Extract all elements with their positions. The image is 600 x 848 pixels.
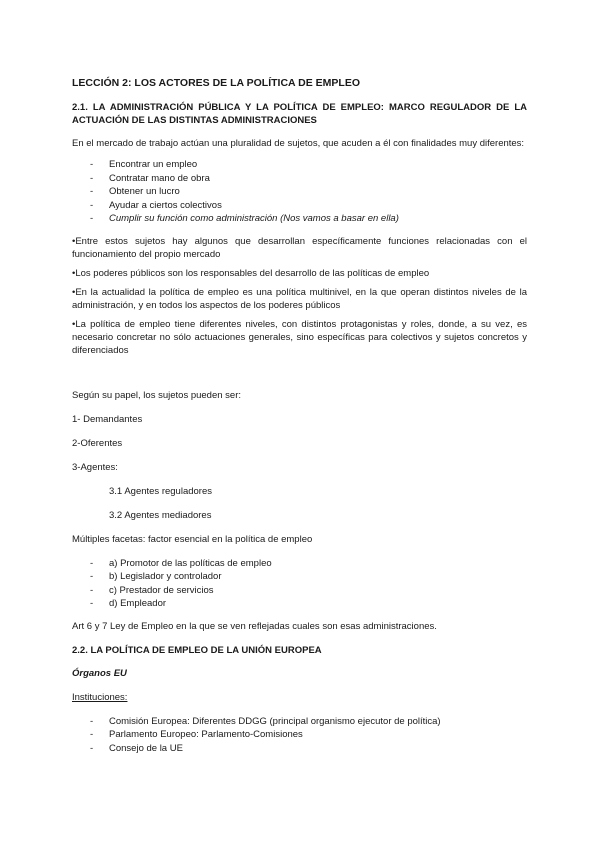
list-item: - c) Prestador de servicios (90, 584, 214, 596)
facets-intro: Múltiples facetas: factor esencial en la política de empleo (72, 533, 313, 545)
dash-marker: - (90, 598, 94, 609)
organs-heading: Órganos EU (72, 667, 127, 679)
list-item: - Consejo de la UE (90, 742, 183, 754)
bullet-paragraph: •Entre estos sujetos hay algunos que desarrollan específicamente funciones relacionadas con el funcionamiento del propio mercado (72, 235, 527, 260)
list-item: - Cumplir su función como administración (Nos vamos a basar en ella) (90, 213, 399, 224)
dash-marker: - (90, 742, 94, 754)
section-2-heading: 2.2. LA POLÍTICA DE EMPLEO DE LA UNIÓN EUROPEA (72, 644, 322, 656)
agent-item: 3.2 Agentes mediadores (109, 509, 212, 521)
agent-item: 3.1 Agentes reguladores (109, 485, 212, 497)
list-item: - Parlamento Europeo: Parlamento-Comisiones (90, 729, 303, 740)
list-item: - b) Legislador y controlador (90, 571, 222, 582)
dash-marker: - (90, 584, 94, 596)
list-item: - Obtener un lucro (90, 186, 180, 197)
role-item: 2-Oferentes (72, 437, 123, 449)
dash-marker: - (90, 715, 94, 727)
dash-marker: - (90, 557, 94, 569)
section-1-intro: En el mercado de trabajo actúan una pluralidad de sujetos, que acuden a él con finalidades muy diferentes: (72, 138, 525, 149)
dash-marker: - (90, 172, 94, 184)
bullet-paragraph: •La política de empleo tiene diferentes niveles, con distintos protagonistas y roles, donde, a su vez, es necesario concretar no sólo actuaciones generales, sino específicas para colectivos y sujetos concretos y diferenciados (72, 318, 527, 356)
list-item: - Comisión Europea: Diferentes DDGG (principal organismo ejecutor de política) (90, 715, 441, 727)
purposes-list (72, 158, 527, 226)
bullet-paragraph: •Los poderes públicos son los responsables del desarrollo de las políticas de empleo (72, 267, 430, 279)
roles-intro: Según su papel, los sujetos pueden ser: (72, 389, 242, 401)
spacer (72, 363, 527, 389)
facets-list (72, 557, 527, 611)
role-item: 3-Agentes: (72, 461, 118, 473)
dash-marker: - (90, 186, 94, 197)
institutions-label: Instituciones: (72, 691, 128, 703)
list-item: - Ayudar a ciertos colectivos (90, 199, 222, 211)
law-note: Art 6 y 7 Ley de Empleo en la que se ven reflejadas cuales son esas administraciones. (72, 620, 437, 632)
role-item: 1- Demandantes (72, 413, 143, 425)
institutions-list (72, 715, 527, 756)
section-1-heading: 2.1. LA ADMINISTRACIÓN PÚBLICA Y LA POLÍTICA DE EMPLEO: MARCO REGULADOR DE LA ACTUACIÓN DE LAS DISTINTAS ADMINISTRACIONES (72, 102, 527, 126)
list-item: - Encontrar un empleo (90, 159, 198, 170)
dash-marker: - (90, 213, 94, 224)
list-item: - a) Promotor de las políticas de empleo (90, 557, 272, 569)
bullet-paragraph: •En la actualidad la política de empleo es una política multinivel, en la que operan distintos niveles de la administración, y en todos los aspectos de los poderes públicos (72, 286, 527, 311)
dash-marker: - (90, 159, 94, 170)
dash-marker: - (90, 199, 94, 211)
list-item: - d) Empleador (90, 598, 167, 609)
dash-marker: - (90, 729, 94, 740)
lesson-title: LECCIÓN 2: LOS ACTORES DE LA POLÍTICA DE EMPLEO (72, 77, 360, 89)
dash-marker: - (90, 571, 94, 582)
list-item: - Contratar mano de obra (90, 172, 210, 184)
